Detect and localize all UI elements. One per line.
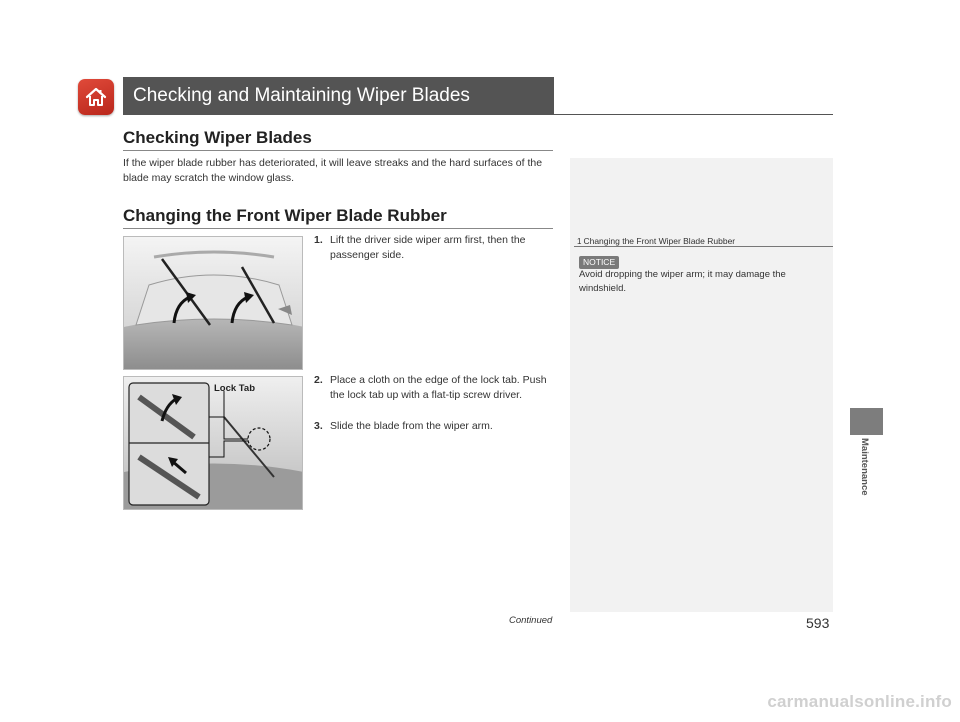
sidebar-title <box>577 236 735 246</box>
step-text: Lift the driver side wiper arm first, then the passenger side. <box>330 234 526 261</box>
notice-badge: NOTICE <box>579 256 619 269</box>
sidebar-divider <box>574 246 833 247</box>
step-1 <box>314 233 552 263</box>
section-tab-label[interactable]: Maintenance <box>859 438 870 496</box>
sidebar-title-text: Changing the Front Wiper Blade Rubber <box>583 236 736 246</box>
section-heading-changing: Changing the Front Wiper Blade Rubber <box>123 206 447 225</box>
step-number: 2. <box>314 374 323 386</box>
figure-lock-tab <box>123 376 303 510</box>
page-title: Checking and Maintaining Wiper Blades <box>123 77 554 115</box>
sidebar-ref-mark: 1 <box>577 237 582 246</box>
home-icon[interactable] <box>78 79 114 115</box>
windshield-illustration <box>124 237 303 370</box>
figure-lift-wipers <box>123 236 303 370</box>
section-tab-marker[interactable] <box>850 408 883 435</box>
section-divider <box>123 150 553 151</box>
page-number: 593 <box>806 615 830 631</box>
title-divider <box>123 114 833 115</box>
watermark: carmanualsonline.info <box>767 692 952 711</box>
step-3 <box>314 419 552 434</box>
section-heading-checking: Checking Wiper Blades <box>123 128 312 147</box>
continued-label: Continued <box>509 615 553 626</box>
step-text: Place a cloth on the edge of the lock tab. Push the lock tab up with a flat-tip screw driver. <box>330 374 547 401</box>
sidebar-panel <box>570 158 833 612</box>
house-glyph <box>84 85 108 109</box>
step-2 <box>314 373 552 403</box>
step-text: Slide the blade from the wiper arm. <box>330 420 493 432</box>
section-divider <box>123 228 553 229</box>
figure-label-lock-tab: Lock Tab <box>214 383 255 394</box>
step-number: 1. <box>314 234 323 246</box>
section-text-checking: If the wiper blade rubber has deteriorated, it will leave streaks and the hard surfaces of the blade may scratch the window glass. <box>123 157 543 184</box>
step-number: 3. <box>314 420 323 432</box>
sidebar-text: Avoid dropping the wiper arm; it may damage the windshield. <box>579 269 786 294</box>
lock-tab-illustration <box>124 377 303 510</box>
